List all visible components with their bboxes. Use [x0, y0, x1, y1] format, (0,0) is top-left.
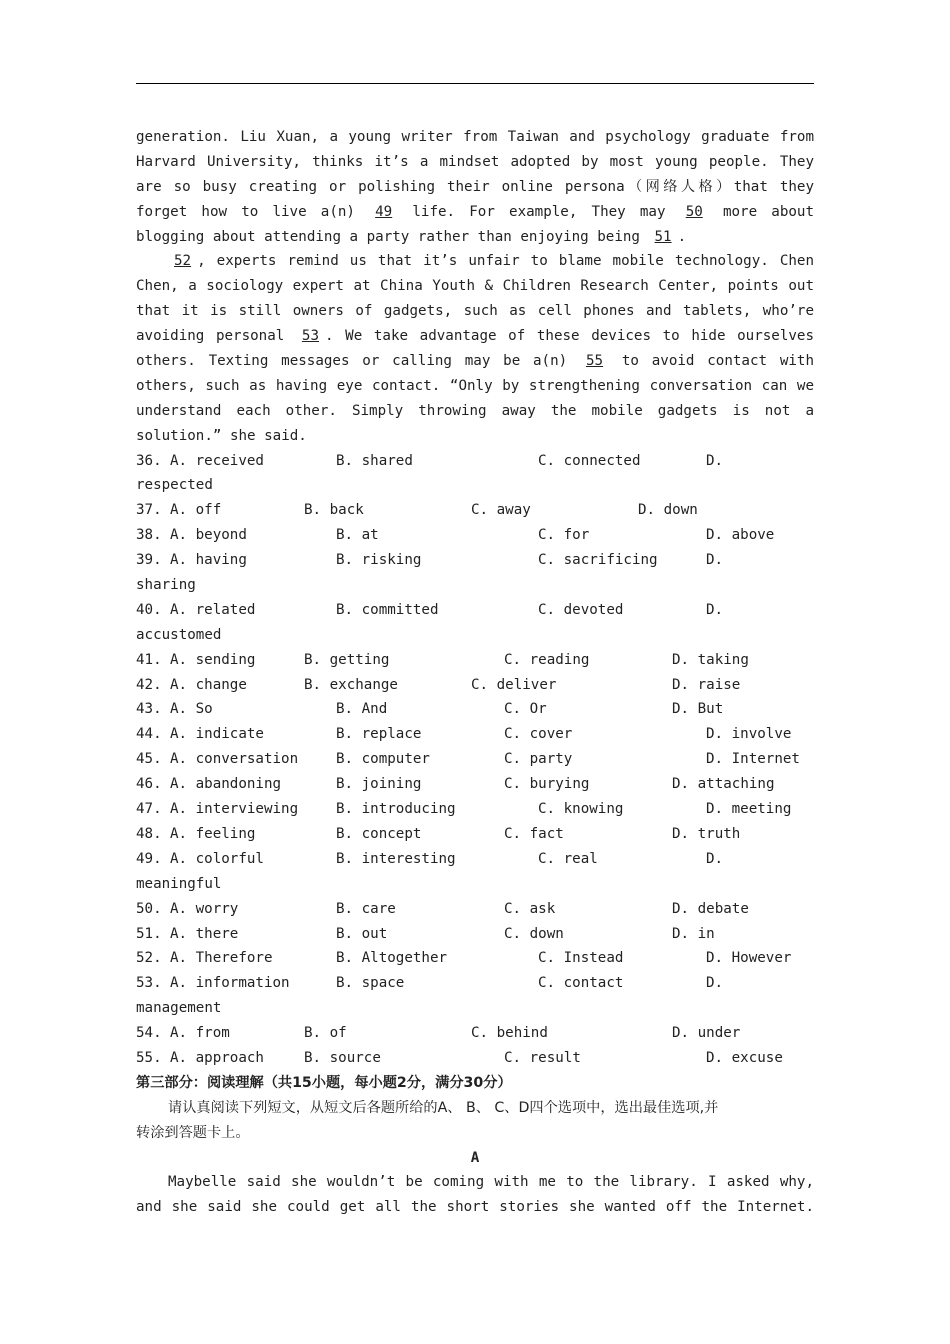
option-c: C. ask: [504, 900, 556, 917]
passage-label: A: [470, 1149, 480, 1166]
question-number: 37.: [136, 502, 162, 519]
option-b: B. replace: [336, 726, 422, 743]
option-a: A. sending: [170, 651, 256, 668]
question-row: [136, 648, 814, 673]
question-row: [136, 772, 814, 797]
passage-line: are so busy creating or polishing their online persona（网络人格）that they: [136, 178, 814, 195]
passage-line: avoiding personal 53 . We take advantage of these devices to hide ourselves: [136, 328, 814, 345]
option-c: C. sacrificing: [538, 552, 658, 569]
question-row: [136, 1046, 814, 1071]
option-wrap: sharing: [136, 577, 196, 594]
option-a: A. approach: [170, 1049, 264, 1066]
option-b: B. risking: [336, 552, 422, 569]
passage-line: blogging about attending a party rather than enjoying being 51 .: [136, 228, 687, 245]
option-b: B. source: [304, 1049, 381, 1066]
blank-52: 52: [174, 253, 192, 270]
option-c: C. Or: [504, 701, 547, 718]
option-d: D. But: [672, 701, 724, 718]
question-row: [136, 922, 814, 947]
option-a: A. worry: [170, 900, 239, 917]
option-b: B. of: [304, 1025, 347, 1042]
question-number: 41.: [136, 651, 162, 668]
question-number: 49.: [136, 850, 162, 867]
question-number: 44.: [136, 726, 162, 743]
option-d: D. excuse: [706, 1049, 783, 1066]
option-b: B. joining: [336, 776, 422, 793]
question-number: 55.: [136, 1049, 162, 1066]
option-d: D. involve: [706, 726, 792, 743]
passage-line: others. Texting messages or calling may be a(n) 55 to avoid contact with: [136, 353, 814, 370]
blank-50: 50: [685, 203, 703, 220]
option-b: B. interesting: [336, 850, 456, 867]
blank-51: 51: [654, 228, 672, 245]
question-number: 53.: [136, 975, 162, 992]
option-d: D. Internet: [706, 751, 800, 768]
passage-line: Chen, a sociology expert at China Youth & Children Research Center, points out: [136, 278, 814, 295]
option-a: A. feeling: [170, 825, 256, 842]
option-b: B. back: [304, 502, 364, 519]
question-number: 50.: [136, 900, 162, 917]
question-number: 48.: [136, 825, 162, 842]
option-c: C. fact: [504, 825, 564, 842]
option-a: A. beyond: [170, 527, 247, 544]
option-c: C. burying: [504, 776, 590, 793]
option-b: B. getting: [304, 651, 390, 668]
option-a: A. Therefore: [170, 950, 273, 967]
section-instructions: 转涂到答题卡上。: [136, 1124, 250, 1141]
option-c: C. reading: [504, 651, 590, 668]
question-row: [136, 548, 814, 573]
option-d: D.: [706, 601, 724, 618]
question-row: [136, 722, 814, 747]
option-d: D. under: [672, 1025, 741, 1042]
option-wrap: respected: [136, 477, 213, 494]
option-wrap: management: [136, 1000, 222, 1017]
section-heading: 第三部分：阅读理解（共15小题，每小题2分，满分30分）: [136, 1074, 512, 1091]
passage-line: Maybelle said she wouldn’t be coming with me to the library. I asked why,: [168, 1174, 814, 1191]
question-row: [136, 697, 814, 722]
option-wrap: meaningful: [136, 875, 222, 892]
question-list: [136, 449, 814, 1071]
blank-53: 53: [301, 328, 320, 345]
option-a: A. interviewing: [170, 801, 299, 818]
question-number: 54.: [136, 1025, 162, 1042]
option-b: B. introducing: [336, 801, 456, 818]
option-c: C. behind: [471, 1025, 548, 1042]
option-d: D.: [706, 975, 724, 992]
passage-line: understand each other. Simply throwing away the mobile gadgets is not a: [136, 402, 814, 419]
option-c: C. Instead: [538, 950, 624, 967]
question-number: 36.: [136, 452, 162, 469]
blank-55: 55: [585, 353, 604, 370]
question-number: 42.: [136, 676, 162, 693]
option-c: C. for: [538, 527, 590, 544]
question-number: 52.: [136, 950, 162, 967]
passage-line: others, such as having eye contact. “Only by strengthening conversation can we: [136, 377, 814, 394]
option-a: A. there: [170, 925, 239, 942]
option-b: B. exchange: [304, 676, 398, 693]
option-a: A. received: [170, 452, 264, 469]
option-c: C. deliver: [471, 676, 557, 693]
option-c: C. devoted: [538, 601, 624, 618]
option-a: A. colorful: [170, 850, 264, 867]
header-rule: [136, 83, 814, 84]
question-row: [136, 747, 814, 772]
blank-49: 49: [375, 203, 393, 220]
document-body: [136, 125, 814, 1220]
option-a: A. change: [170, 676, 247, 693]
option-b: B. space: [336, 975, 405, 992]
question-row: [136, 1021, 814, 1046]
option-b: B. shared: [336, 452, 413, 469]
option-c: C. away: [471, 502, 531, 519]
passage-line: that it is still owners of gadgets, such as cell phones and tablets, who’re: [136, 303, 814, 320]
option-b: B. care: [336, 900, 396, 917]
question-row: [136, 797, 814, 822]
option-d: D. above: [706, 527, 775, 544]
option-b: B. And: [336, 701, 388, 718]
option-c: C. party: [504, 751, 573, 768]
option-a: A. information: [170, 975, 290, 992]
passage-line: and she said she could get all the short stories she wanted off the Internet.: [136, 1199, 814, 1216]
option-a: A. conversation: [170, 751, 299, 768]
option-c: C. down: [504, 925, 564, 942]
option-c: C. real: [538, 850, 598, 867]
question-number: 47.: [136, 801, 162, 818]
question-number: 38.: [136, 527, 162, 544]
option-d: D. in: [672, 925, 715, 942]
section-instructions: 请认真阅读下列短文，从短文后各题所给的A、 B、 C、D四个选项中，选出最佳选项,并: [168, 1099, 719, 1116]
option-c: C. cover: [504, 726, 573, 743]
question-number: 39.: [136, 552, 162, 569]
option-b: B. committed: [336, 601, 439, 618]
option-a: A. So: [170, 701, 213, 718]
option-b: B. concept: [336, 825, 422, 842]
question-row: [136, 673, 814, 698]
option-d: D.: [706, 552, 724, 569]
option-c: C. knowing: [538, 801, 624, 818]
option-d: D. meeting: [706, 801, 792, 818]
passage-line: solution.” she said.: [136, 427, 307, 444]
option-a: A. off: [170, 502, 222, 519]
option-a: A. having: [170, 552, 247, 569]
passage-line: generation. Liu Xuan, a young writer from Taiwan and psychology graduate from: [136, 129, 814, 145]
question-row: [136, 523, 814, 548]
option-b: B. out: [336, 925, 388, 942]
option-b: B. computer: [336, 751, 430, 768]
passage-line: 52 , experts remind us that it’s unfair to blame mobile technology. Chen: [136, 249, 814, 274]
option-wrap: accustomed: [136, 626, 222, 643]
question-row: [136, 946, 814, 971]
passage-line: Harvard University, thinks it’s a mindset adopted by most young people. They: [136, 153, 814, 170]
question-number: 45.: [136, 751, 162, 768]
question-number: 40.: [136, 601, 162, 618]
option-d: D. raise: [672, 676, 741, 693]
question-row: [136, 847, 814, 872]
option-d: D.: [706, 452, 724, 469]
option-c: C. connected: [538, 452, 641, 469]
option-d: D. However: [706, 950, 792, 967]
option-d: D.: [706, 850, 724, 867]
option-c: C. contact: [538, 975, 624, 992]
option-b: B. at: [336, 527, 379, 544]
question-row: [136, 598, 814, 623]
question-row: [136, 822, 814, 847]
option-a: A. related: [170, 601, 256, 618]
option-b: B. Altogether: [336, 950, 448, 967]
option-d: D. taking: [672, 651, 749, 668]
option-a: A. from: [170, 1025, 230, 1042]
question-number: 51.: [136, 925, 162, 942]
question-number: 43.: [136, 701, 162, 718]
option-d: D. attaching: [672, 776, 775, 793]
question-number: 46.: [136, 776, 162, 793]
option-d: D. down: [638, 502, 698, 519]
question-row: [136, 897, 814, 922]
option-a: A. indicate: [170, 726, 264, 743]
question-row: [136, 498, 814, 523]
option-d: D. debate: [672, 900, 749, 917]
option-d: D. truth: [672, 825, 741, 842]
question-row: [136, 971, 814, 996]
passage-line: forget how to live a(n) 49 life. For example, They may 50 more about: [136, 203, 814, 220]
option-c: C. result: [504, 1049, 581, 1066]
option-a: A. abandoning: [170, 776, 282, 793]
question-row: [136, 449, 814, 474]
